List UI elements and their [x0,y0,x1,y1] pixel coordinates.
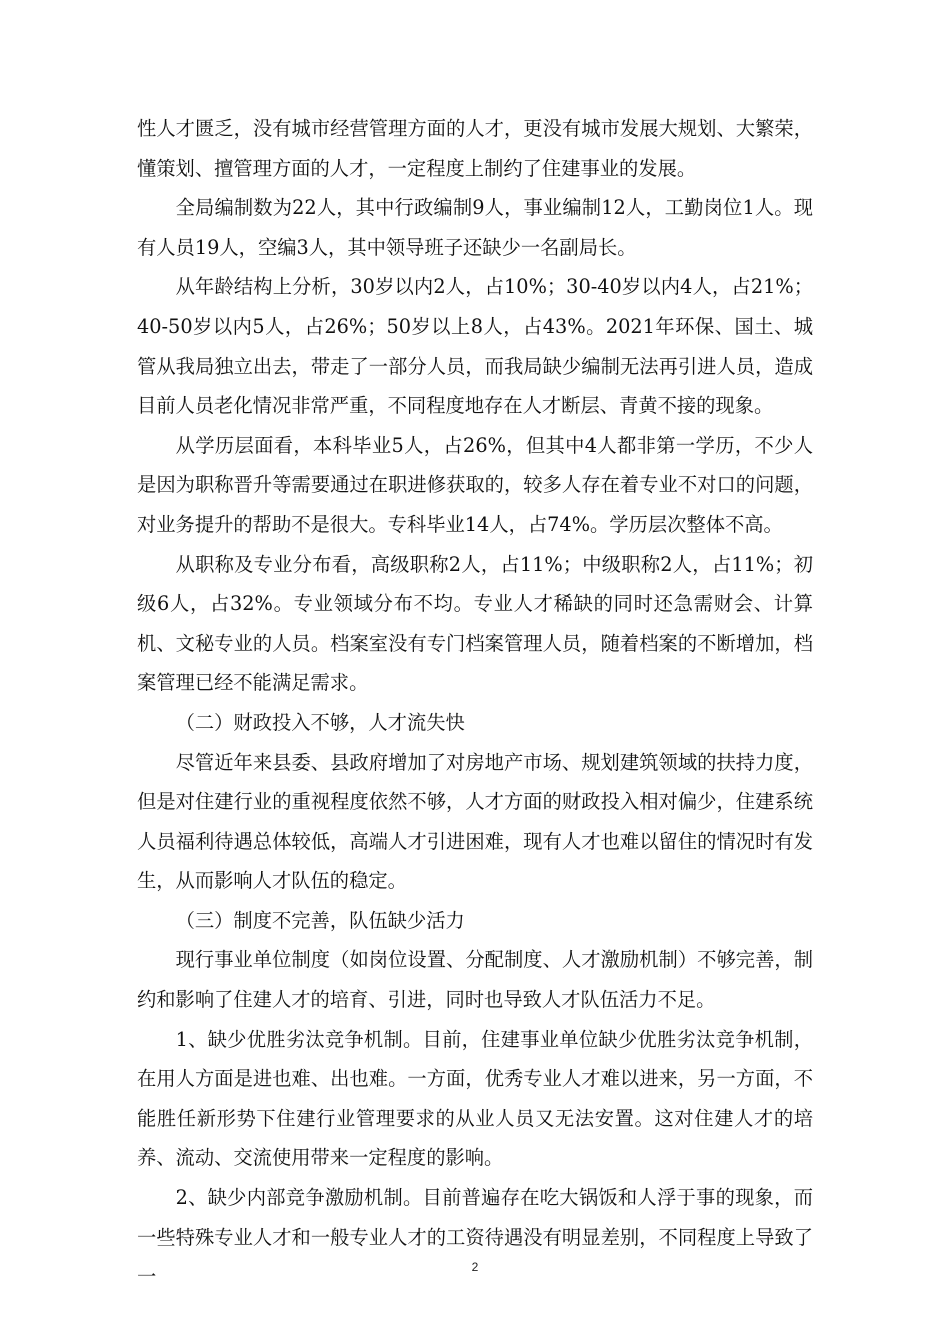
page-number: 2 [471,1260,479,1274]
section-heading-3: （三）制度不完善，队伍缺少活力 [175,908,465,932]
paragraph-4: 从学历层面看，本科毕业5人，占26%，但其中4人都非第一学历，不少人是因为职称晋升等需要通过在职进修获取的，较多人存在着专业不对口的问题，对业务提升的帮助不是很大。专科毕业14人，占74%。学历层次整体不高。 [137,433,813,536]
paragraph-8: 1、缺少优胜劣汰竞争机制。目前，住建事业单位缺少优胜劣汰竞争机制，在用人方面是进也难、出也难。一方面，优秀专业人才难以进来，另一方面，不能胜任新形势下住建行业管理要求的从业人员又无法安置。这对住建人才的培养、流动、交流使用带来一定程度的影响。 [137,1027,813,1170]
paragraph-5: 从职称及专业分布看，高级职称2人，占11%；中级职称2人，占11%；初级6人，占32%。专业领域分布不均。专业人才稀缺的同时还急需财会、计算机、文秘专业的人员。档案室没有专门档案管理人员，随着档案的不断增加，档案管理已经不能满足需求。 [137,552,813,695]
paragraph-7: 现行事业单位制度（如岗位设置、分配制度、人才激励机制）不够完善，制约和影响了住建人才的培育、引进，同时也导致人才队伍活力不足。 [137,948,813,1012]
section-heading-2: （二）财政投入不够，人才流失快 [175,710,465,734]
paragraph-9: 2、缺少内部竞争激励机制。目前普遍存在吃大锅饭和人浮于事的现象，而一些特殊专业人才和一般专业人才的工资待遇没有明显差别，不同程度上导致了一 [137,1186,813,1289]
paragraph-3: 从年龄结构上分析，30岁以内2人，占10%；30-40岁以内4人，占21%；40-50岁以内5人，占26%；50岁以上8人，占43%。2021年环保、国土、城管从我局独立出去，带走了一部分人员，而我局缺少编制无法再引进人员，造成目前人员老化情况非常严重，不同程度地存在人才断层、青黄不接的现象。 [137,275,813,418]
paragraph-1: 性人才匮乏，没有城市经营管理方面的人才，更没有城市发展大规划、大繁荣，懂策划、擅管理方面的人才，一定程度上制约了住建事业的发展。 [137,117,813,180]
paragraph-6: 尽管近年来县委、县政府增加了对房地产市场、规划建筑领域的扶持力度，但是对住建行业的重视程度依然不够，人才方面的财政投入相对偏少，住建系统人员福利待遇总体较低，高端人才引进困难，现有人才也难以留住的情况时有发生，从而影响人才队伍的稳定。 [137,750,813,893]
document-body [137,109,813,1297]
paragraph-2: 全局编制数为22人，其中行政编制9人，事业编制12人，工勤岗位1人。现有人员19人，空编3人，其中领导班子还缺少一名副局长。 [137,196,813,259]
